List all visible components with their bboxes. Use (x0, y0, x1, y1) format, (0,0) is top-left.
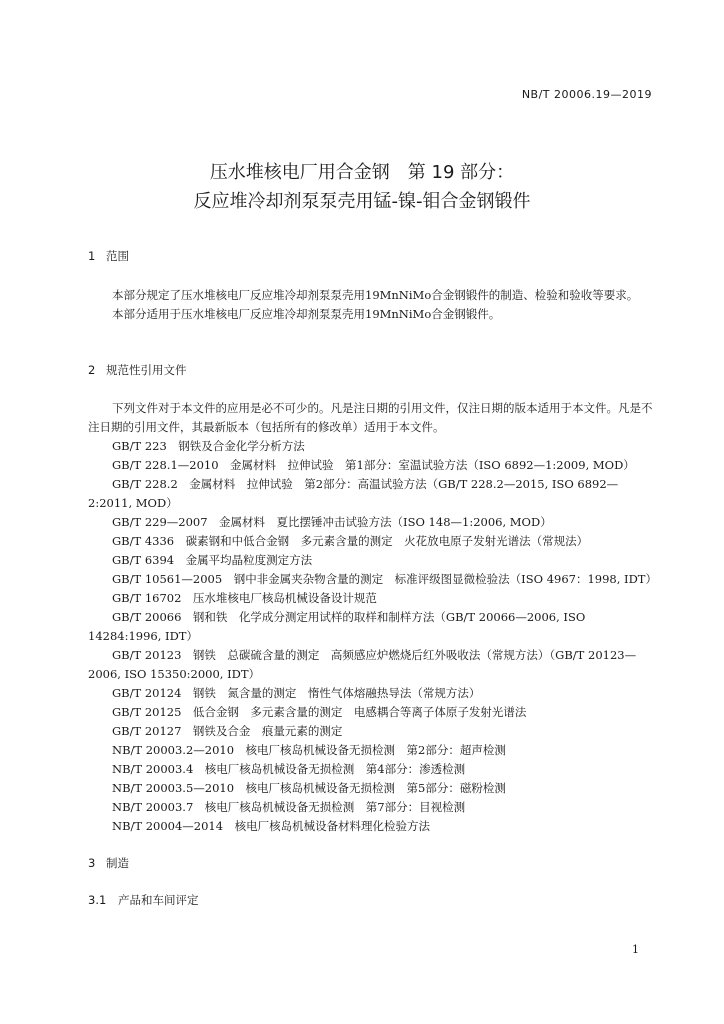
reference-item: NB/T 20003.4 核电厂核岛机械设备无损检测 第4部分：渗透检测 (112, 762, 466, 776)
references-intro: 下列文件对于本文件的应用是必不可少的。凡是注日期的引用文件，仅注日期的版本适用于本文件。凡是不注日期的引用文件，其最新版本（包括所有的修改单）适用于本文件。 (88, 401, 653, 434)
reference-item: GB/T 229—2007 金属材料 夏比摆锤冲击试验方法（ISO 148—1:2006, MOD） (112, 515, 552, 529)
section-3-heading (88, 855, 129, 871)
reference-item: NB/T 20003.7 核电厂核岛机械设备无损检测 第7部分：目视检测 (112, 800, 466, 814)
reference-item: NB/T 20004—2014 核电厂核岛机械设备材料理化检验方法 (112, 819, 431, 833)
standard-code: NB/T 20006.19—2019 (521, 88, 652, 101)
reference-item: GB/T 20124 钢铁 氮含量的测定 惰性气体熔融热导法（常规方法） (112, 686, 481, 700)
reference-item: GB/T 20066 钢和铁 化学成分测定用试样的取样和制样方法（GB/T 20066—2006, ISO 14284:1996, IDT） (88, 610, 586, 643)
reference-item: GB/T 10561—2005 钢中非金属夹杂物含量的测定 标准评级图显微检验法（ISO 4967：1998, IDT） (112, 572, 657, 586)
page-number: 1 (632, 943, 639, 956)
reference-item: NB/T 20003.5—2010 核电厂核岛机械设备无损检测 第5部分：磁粉检测 (112, 781, 506, 795)
section-number: 1 (88, 249, 96, 263)
reference-item: GB/T 4336 碳素钢和中低合金钢 多元素含量的测定 火花放电原子发射光谱法（常规法） (112, 534, 589, 548)
section-2-heading (88, 362, 187, 378)
document-title-line2: 反应堆冷却剂泵泵壳用锰-镍-钼合金钢锻件 (193, 191, 531, 212)
reference-item: GB/T 16702 压水堆核电厂核岛机械设备设计规范 (112, 591, 377, 605)
section-1-body (88, 286, 658, 324)
scope-paragraph-1: 本部分规定了压水堆核电厂反应堆冷却剂泵泵壳用19MnNiMo合金钢锻件的制造、检验和验收等要求。 (112, 288, 639, 302)
section-title: 制造 (106, 856, 129, 870)
reference-item: GB/T 20127 钢铁及合金 痕量元素的测定 (112, 724, 343, 738)
section-2-intro (88, 399, 658, 437)
reference-item: GB/T 228.1—2010 金属材料 拉伸试验 第1部分：室温试验方法（ISO 6892—1:2009, MOD） (112, 458, 635, 472)
section-title: 规范性引用文件 (106, 363, 187, 377)
reference-list (88, 437, 658, 836)
section-number: 3 (88, 856, 96, 870)
section-number: 3.1 (88, 893, 107, 907)
section-number: 2 (88, 363, 96, 377)
reference-item: NB/T 20003.2—2010 核电厂核岛机械设备无损检测 第2部分：超声检测 (112, 743, 506, 757)
reference-item: GB/T 223 钢铁及合金化学分析方法 (112, 439, 305, 453)
document-title-line1: 压水堆核电厂用合金钢 第 19 部分： (209, 162, 515, 183)
section-title: 范围 (106, 249, 129, 263)
section-1-heading (88, 248, 129, 264)
reference-item: GB/T 6394 金属平均晶粒度测定方法 (112, 553, 313, 567)
section-title: 产品和车间评定 (118, 893, 199, 907)
reference-item: GB/T 20123 钢铁 总碳硫含量的测定 高频感应炉燃烧后红外吸收法（常规方法）（GB/T 20123—2006, ISO 15350:2000, IDT） (88, 648, 637, 681)
reference-item: GB/T 228.2 金属材料 拉伸试验 第2部分：高温试验方法（GB/T 228.2—2015, ISO 6892—2:2011, MOD） (88, 477, 619, 510)
section-3-1-heading (88, 892, 199, 908)
reference-item: GB/T 20125 低合金钢 多元素含量的测定 电感耦合等离子体原子发射光谱法 (112, 705, 527, 719)
scope-paragraph-2: 本部分适用于压水堆核电厂反应堆冷却剂泵泵壳用19MnNiMo合金钢锻件。 (112, 307, 501, 321)
